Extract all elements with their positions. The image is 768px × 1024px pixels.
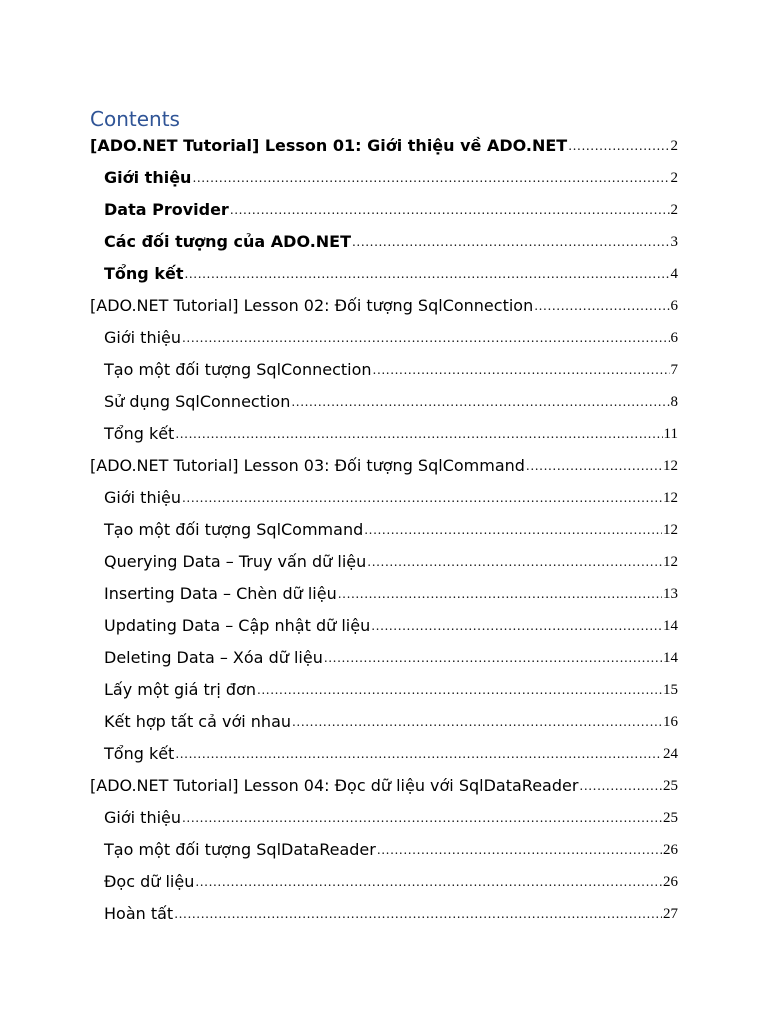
toc-dot-leader (230, 200, 670, 220)
toc-entry[interactable] (0, 704, 768, 736)
toc-page-number[interactable]: 16 (663, 714, 678, 730)
toc-entry-title[interactable]: Giới thiệu (104, 168, 192, 187)
toc-dot-leader (182, 328, 669, 348)
toc-entry[interactable] (0, 832, 768, 864)
toc-page-number[interactable]: 13 (663, 586, 678, 602)
toc-entry-title[interactable]: Tổng kết (104, 264, 184, 283)
toc-entry[interactable] (0, 448, 768, 480)
table-of-contents (0, 128, 768, 928)
toc-entry[interactable] (0, 608, 768, 640)
toc-entry-title[interactable]: Tạo một đối tượng SqlDataReader (104, 840, 376, 859)
toc-page-number[interactable]: 2 (670, 138, 678, 154)
toc-entry[interactable] (0, 288, 768, 320)
toc-page-number[interactable]: 25 (663, 778, 678, 794)
toc-dot-leader (174, 904, 662, 924)
toc-entry-title[interactable]: Hoàn tất (104, 904, 174, 923)
toc-entry[interactable] (0, 224, 768, 256)
toc-page-number[interactable]: 3 (670, 234, 678, 250)
toc-page-number[interactable]: 26 (663, 874, 678, 890)
toc-dot-leader (192, 168, 669, 188)
toc-page-number[interactable]: 7 (670, 362, 678, 378)
toc-entry-title[interactable]: [ADO.NET Tutorial] Lesson 03: Đối tượng SqlCommand (90, 456, 525, 475)
toc-entry-title[interactable]: Deleting Data – Xóa dữ liệu (104, 648, 323, 667)
toc-dot-leader (377, 840, 662, 860)
toc-dot-leader (526, 456, 662, 476)
toc-page-number[interactable]: 2 (670, 170, 678, 186)
toc-page-number[interactable]: 12 (663, 522, 678, 538)
toc-entry-title[interactable]: Tạo một đối tượng SqlCommand (104, 520, 364, 539)
toc-entry[interactable] (0, 800, 768, 832)
toc-entry-title[interactable]: Các đối tượng của ADO.NET (104, 232, 352, 251)
toc-heading: Contents (90, 107, 180, 131)
toc-entry[interactable] (0, 480, 768, 512)
toc-entry[interactable] (0, 320, 768, 352)
toc-entry[interactable] (0, 192, 768, 224)
toc-dot-leader (364, 520, 662, 540)
toc-dot-leader (175, 424, 662, 444)
toc-entry[interactable] (0, 512, 768, 544)
toc-entry[interactable] (0, 256, 768, 288)
toc-page-number[interactable]: 6 (670, 330, 678, 346)
toc-dot-leader (184, 264, 669, 284)
toc-dot-leader (371, 616, 662, 636)
toc-dot-leader (534, 296, 669, 316)
toc-page-number[interactable]: 14 (663, 650, 678, 666)
toc-entry[interactable] (0, 544, 768, 576)
toc-entry-title[interactable]: Inserting Data – Chèn dữ liệu (104, 584, 337, 603)
toc-dot-leader (195, 872, 662, 892)
toc-dot-leader (367, 552, 662, 572)
toc-dot-leader (568, 136, 669, 156)
toc-dot-leader (292, 712, 662, 732)
toc-entry[interactable] (0, 672, 768, 704)
toc-dot-leader (175, 744, 662, 764)
toc-entry-title[interactable]: Lấy một giá trị đơn (104, 680, 256, 699)
toc-dot-leader (352, 232, 669, 252)
toc-entry-title[interactable]: Đọc dữ liệu (104, 872, 195, 891)
toc-entry-title[interactable]: [ADO.NET Tutorial] Lesson 01: Giới thiệu về ADO.NET (90, 136, 568, 155)
toc-dot-leader (579, 776, 662, 796)
toc-page-number[interactable]: 4 (670, 266, 678, 282)
toc-page-number[interactable]: 11 (663, 426, 678, 442)
toc-dot-leader (182, 808, 662, 828)
toc-entry[interactable] (0, 352, 768, 384)
toc-entry[interactable] (0, 736, 768, 768)
toc-entry-title[interactable]: [ADO.NET Tutorial] Lesson 02: Đối tượng SqlConnection (90, 296, 534, 315)
toc-dot-leader (291, 392, 669, 412)
toc-page-number[interactable]: 26 (663, 842, 678, 858)
toc-entry-title[interactable]: Giới thiệu (104, 328, 182, 347)
toc-page-number[interactable]: 25 (663, 810, 678, 826)
toc-dot-leader (338, 584, 662, 604)
toc-entry[interactable] (0, 128, 768, 160)
toc-dot-leader (324, 648, 662, 668)
toc-page-number[interactable]: 6 (670, 298, 678, 314)
toc-page-number[interactable]: 12 (663, 490, 678, 506)
toc-entry-title[interactable]: Tạo một đối tượng SqlConnection (104, 360, 372, 379)
toc-entry[interactable] (0, 576, 768, 608)
toc-dot-leader (373, 360, 670, 380)
toc-entry[interactable] (0, 864, 768, 896)
toc-entry[interactable] (0, 384, 768, 416)
toc-entry-title[interactable]: Updating Data – Cập nhật dữ liệu (104, 616, 371, 635)
toc-entry-title[interactable]: Giới thiệu (104, 808, 182, 827)
toc-entry[interactable] (0, 768, 768, 800)
toc-dot-leader (182, 488, 662, 508)
toc-entry-title[interactable]: Querying Data – Truy vấn dữ liệu (104, 552, 367, 571)
toc-dot-leader (257, 680, 662, 700)
toc-page-number[interactable]: 27 (663, 906, 678, 922)
toc-entry-title[interactable]: [ADO.NET Tutorial] Lesson 04: Đọc dữ liệu với SqlDataReader (90, 776, 579, 795)
toc-entry-title[interactable]: Tổng kết (104, 744, 175, 763)
toc-page-number[interactable]: 15 (663, 682, 678, 698)
toc-page-number[interactable]: 8 (670, 394, 678, 410)
toc-entry-title[interactable]: Tổng kết (104, 424, 175, 443)
toc-page-number[interactable]: 2 (670, 202, 678, 218)
toc-page-number[interactable]: 24 (663, 746, 678, 762)
toc-page-number[interactable]: 14 (663, 618, 678, 634)
toc-entry[interactable] (0, 640, 768, 672)
toc-entry[interactable] (0, 896, 768, 928)
toc-entry-title[interactable]: Data Provider (104, 200, 229, 219)
toc-entry[interactable] (0, 160, 768, 192)
toc-entry-title[interactable]: Kết hợp tất cả với nhau (104, 712, 292, 731)
toc-entry-title[interactable]: Giới thiệu (104, 488, 182, 507)
toc-page-number[interactable]: 12 (663, 554, 678, 570)
toc-entry[interactable] (0, 416, 768, 448)
toc-entry-title[interactable]: Sử dụng SqlConnection (104, 392, 291, 411)
toc-page-number[interactable]: 12 (663, 458, 678, 474)
